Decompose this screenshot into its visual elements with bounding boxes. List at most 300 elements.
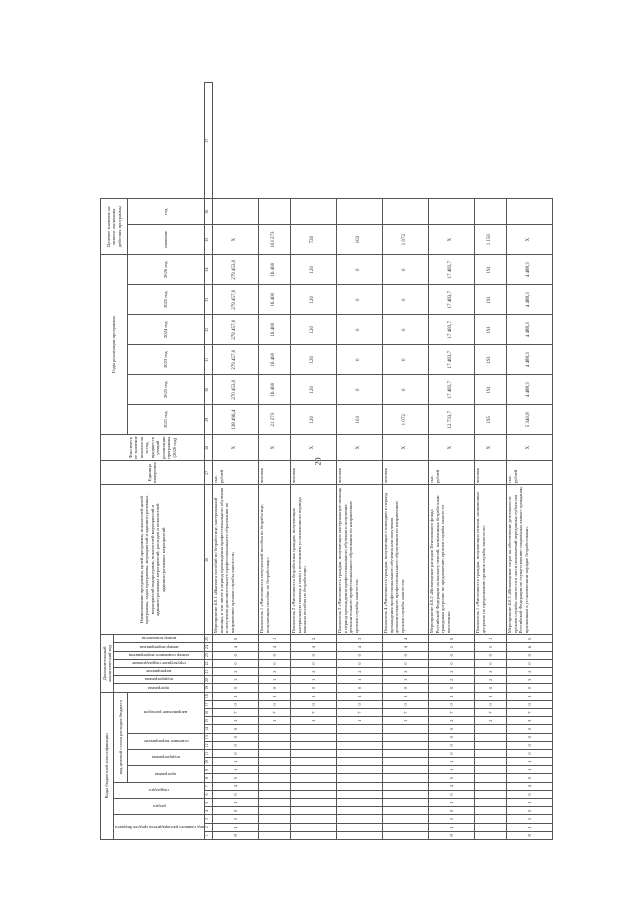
code-cell: 1 [212,799,258,807]
year-value-cell: 0 [382,315,428,345]
code-cell: 7 [382,709,428,717]
code-cell: 0 [382,700,428,708]
code-cell: 1 [506,692,552,700]
code-cell [258,807,290,815]
code-cell: 0 [336,700,382,708]
code-cell: 2 [474,717,506,725]
vertical-label: подпрограмма [151,755,180,761]
unit-cell: человек [336,461,382,485]
column-number-cell: 11 [204,749,212,757]
year-value-cell: 0 [336,255,382,285]
code-cell: 7 [258,709,290,717]
code-cell: 4 [258,643,290,651]
year-value-cell: 191 [474,345,506,375]
vertical-label: подраздел [149,788,169,794]
code-cell: 0 [290,700,336,708]
code-cell: 2 [428,668,474,676]
code-cell: 0 [506,774,552,782]
code-cell: 8 [428,831,474,839]
years-group-header: Годы реализации программы [101,255,128,435]
code-cell: 0 [474,651,506,659]
csr-main-activity-header [128,733,205,749]
code-cell [258,782,290,790]
year-value-cell: 103 [336,405,382,435]
document-sheet [100,82,532,840]
year-header: 2022 год [128,375,205,405]
code-cell: 1 [290,676,336,684]
fact-value-cell: X [428,435,474,461]
code-cell [290,749,336,757]
code-cell: 1 [382,692,428,700]
year-value-cell: 4 488,3 [506,375,552,405]
code-cell [474,815,506,823]
column-number-cell: 29 [204,405,212,435]
year-header: 2021 год [128,405,205,435]
code-cell [290,741,336,749]
code-cell: 7 [474,709,506,717]
table-row [212,83,258,840]
code-cell: 2 [212,668,258,676]
csr-direction-header [128,692,205,733]
goal-value-cell: X [506,225,552,255]
year-value-cell: 0 [336,315,382,345]
code-cell [258,733,290,741]
column-number-cell: 25 [204,635,212,643]
code-cell: 0 [290,659,336,667]
column-number-cell: 8 [204,774,212,782]
code-cell [336,758,382,766]
row-name-cell: Показатель 4 «Численность граждан, получающих стипендию в период прохождения профессионального обучения или получения дополнительного профессионального образования по направлению органов службы занятости» [382,485,428,635]
code-cell [290,799,336,807]
column-number-cell: 7 [204,782,212,790]
code-cell [474,774,506,782]
code-cell: 1 [428,823,474,831]
code-cell: 1 [474,692,506,700]
code-cell: 0 [428,733,474,741]
code-cell [336,815,382,823]
unit-cell: тыс. рублей [212,461,258,485]
column-number-cell: 36 [204,199,212,225]
year-value-cell: 191 [474,255,506,285]
code-cell [474,823,506,831]
table-header [101,83,213,840]
code-cell: 0 [474,659,506,667]
column-number-cell: 22 [204,659,212,667]
code-cell: 1 [212,758,258,766]
code-cell: 1 [258,635,290,643]
column-number-cell: 12 [204,741,212,749]
code-cell: 0 [506,725,552,733]
code-cell [258,831,290,839]
code-cell: 0 [212,651,258,659]
code-cell [290,782,336,790]
code-cell [336,790,382,798]
fact-value-cell: X [258,435,290,461]
code-cell: 4 [212,643,258,651]
code-cell: 1 [506,758,552,766]
kbk-group-header: Коды бюджетной классификации [101,692,114,839]
code-cell: 1 [212,676,258,684]
table-row [474,83,506,840]
column-number-cell: 24 [204,643,212,651]
year-value-cell: 5 340,8 [506,405,552,435]
column-number-cell: 34 [204,255,212,285]
unit-cell: человек [474,461,506,485]
year-header: 2023 год [128,345,205,375]
code-cell: 0 [474,700,506,708]
rotated-table-wrapper [100,82,532,840]
kbk-section-header [114,799,205,815]
code-cell: 0 [428,741,474,749]
unit-cell: тыс. рублей [506,461,552,485]
column-number-cell: 4 [204,807,212,815]
year-value-cell: 16 400 [258,345,290,375]
column-number-cell: 9 [204,766,212,774]
column-number-cell: 32 [204,315,212,345]
code-cell: 0 [506,635,552,643]
code-cell: 0 [428,790,474,798]
goal-value-cell: X [428,225,474,255]
code-cell [258,741,290,749]
code-cell [258,766,290,774]
year-value-cell: 279 453,0 [212,255,258,285]
goal-value-cell: 1 150 [474,225,506,255]
dop-code-header [114,676,205,684]
year-value-cell: 17 483,7 [428,315,474,345]
code-cell: 2 [336,668,382,676]
code-cell [290,815,336,823]
code-cell: 2 [474,676,506,684]
goal-year-cell [474,199,506,225]
code-cell: 2 [474,668,506,676]
year-header: 2024 год [128,315,205,345]
year-value-cell: 12 733,7 [428,405,474,435]
code-cell: 0 [212,700,258,708]
code-cell [382,733,428,741]
program-table [100,82,553,840]
goal-year-cell [290,199,336,225]
year-value-cell: 4 488,3 [506,285,552,315]
code-cell [382,741,428,749]
code-cell: 2 [428,717,474,725]
unit-cell: человек [382,461,428,485]
year-value-cell: 0 [382,375,428,405]
code-cell [258,725,290,733]
code-cell [382,823,428,831]
code-cell: 1 [212,766,258,774]
code-cell: 0 [506,659,552,667]
code-cell [382,815,428,823]
row-name-cell: Показатель 1 «Численность получателей пособия по безработице, получающих пособие по безработице» [258,485,290,635]
goal-value-cell: 1 072 [382,225,428,255]
column-number-cell: 28 [204,435,212,461]
column-number-cell: 15 [204,717,212,725]
year-value-cell: 17 483,7 [428,285,474,315]
fact-value-cell: X [290,435,336,461]
code-cell: 0 [474,684,506,692]
code-cell: 1 [258,676,290,684]
code-cell: 2 [506,668,552,676]
column-number-cell: 21 [204,668,212,676]
code-cell [290,831,336,839]
code-cell [290,774,336,782]
dop-code-header [114,635,205,643]
code-cell: 4 [382,643,428,651]
code-cell: 0 [212,741,258,749]
column-number-cell: 26 [204,485,212,635]
code-cell [474,782,506,790]
code-cell: 0 [212,725,258,733]
code-cell [336,782,382,790]
column-number-cell: 17 [204,700,212,708]
code-cell: 0 [212,790,258,798]
code-cell: 0 [212,749,258,757]
code-cell: 0 [428,651,474,659]
code-cell: 0 [382,659,428,667]
row-name-cell: Показатель 3 «Численность граждан, получающих материальную помощь в период прохождения профессионального обучения и получения дополнительного профессионального образования по направлению органов службы занятости» [336,485,382,635]
code-cell: 2 [382,668,428,676]
code-cell: 0 [290,684,336,692]
table-row [382,83,428,840]
column-number-cell: 30 [204,375,212,405]
column-number-cell: 14 [204,725,212,733]
column-number-cell: 2 [204,823,212,831]
year-value-cell: 138 496,4 [212,405,258,435]
table-body [212,83,552,840]
fact-value-cell: X [336,435,382,461]
code-cell: 5 [212,815,258,823]
row-name-cell: Мероприятие 4.0.3 «Возмещение затрат на обеспечение деятельности органов службы занятости в части полномочий переданных субъектам Российской Федерации по осуществлению социальных выплат гражданам, признанным в установленном порядке безработными» [506,485,552,635]
code-cell: 3 [336,635,382,643]
year-value-cell: 279 457,0 [212,345,258,375]
table-row [258,83,290,840]
code-cell: 5 [474,643,506,651]
year-value-cell: 16 400 [258,315,290,345]
year-value-cell: 1 072 [382,405,428,435]
code-cell: 0 [382,651,428,659]
column-number-cell: 23 [204,651,212,659]
code-cell: 1 [258,717,290,725]
code-cell: 8 [506,831,552,839]
code-cell: 1 [382,676,428,684]
code-cell [382,831,428,839]
code-cell: 0 [212,635,258,643]
column-number-cell: 33 [204,285,212,315]
code-cell: 4 [382,635,428,643]
code-cell: 0 [506,684,552,692]
code-cell: 1 [336,717,382,725]
code-cell: 7 [336,709,382,717]
code-cell: 0 [428,749,474,757]
code-cell [382,725,428,733]
column-number-cell: 6 [204,790,212,798]
fact-value-cell: X [506,435,552,461]
code-cell: 0 [258,700,290,708]
code-cell: 1 [506,799,552,807]
code-cell [474,831,506,839]
code-cell: 0 [336,651,382,659]
year-value-cell: 120 [290,315,336,345]
goal-year-cell [336,199,382,225]
code-cell: 5 [428,643,474,651]
column-number-cell: 16 [204,709,212,717]
goal-value-cell: 103 [336,225,382,255]
code-cell: 1 [336,692,382,700]
code-cell: 0 [428,774,474,782]
code-cell: 0 [428,659,474,667]
row-name-cell: Мероприятие 4.0.1 «Выплата пособий по безработице, материальной помощи, в том числе в период прохождения профессионального обучения и получения дополнительного профессионального образования по направлению органов службы занятости» [212,485,258,635]
code-cell [290,758,336,766]
code-cell: 3 [506,676,552,684]
unit-cell: человек [290,461,336,485]
column-number-cell: 18 [204,692,212,700]
column-number-cell: 13 [204,733,212,741]
code-cell [290,807,336,815]
code-cell [382,774,428,782]
fact-value-cell: X [212,435,258,461]
row-name-cell: Мероприятие 4.0.2 «Возмещение расходов Пенсионного фонда Российской Федерации на выплату пенсий, назначенных безработным гражданам досрочно по предложению органов службы занятости населения» [428,485,474,635]
code-cell [382,782,428,790]
code-cell: 7 [506,709,552,717]
code-cell: 4 [506,782,552,790]
header-row [101,83,114,840]
kbk-subsection-header [114,782,205,798]
code-cell: 6 [506,643,552,651]
code-cell: 2 [290,668,336,676]
code-cell [336,807,382,815]
code-cell: 0 [336,659,382,667]
vertical-label: раздел [152,804,166,810]
code-cell [258,790,290,798]
dop-code-header [114,659,205,667]
code-cell: 1 [428,758,474,766]
year-value-cell: 0 [336,285,382,315]
code-cell: 1 [212,717,258,725]
code-cell: 7 [290,709,336,717]
goal-year-cell [506,199,552,225]
table-row [290,83,336,840]
code-cell [336,749,382,757]
code-cell: 0 [258,684,290,692]
code-cell: 1 [382,717,428,725]
code-cell [290,725,336,733]
goal-year-cell [258,199,290,225]
column-number-cell: 19 [204,684,212,692]
code-cell [336,774,382,782]
code-cell: 1 [212,692,258,700]
year-value-cell: 0 [336,345,382,375]
column-number-cell: 37 [204,83,212,199]
code-cell: 7 [428,709,474,717]
vertical-label: номер показателя [141,636,177,642]
code-cell [258,799,290,807]
year-value-cell: 0 [336,375,382,405]
year-value-cell: 120 [290,375,336,405]
code-cell: 1 [290,717,336,725]
code-cell: 0 [212,659,258,667]
code-cell [336,831,382,839]
code-cell [474,758,506,766]
code-cell: 0 [428,807,474,815]
page-number: 20 [313,457,323,466]
code-cell: 0 [428,684,474,692]
code-cell [336,733,382,741]
year-value-cell: 16 400 [258,255,290,285]
row-name-cell: Показатель 1 «Численность граждан, получающих пенсии, назначенные досрочно по предложению органов службы занятости» [474,485,506,635]
year-value-cell: 0 [382,285,428,315]
code-cell: 0 [428,635,474,643]
code-cell: 1 [212,823,258,831]
code-cell: 0 [212,774,258,782]
year-value-cell: 191 [474,315,506,345]
code-cell: 0 [506,790,552,798]
vertical-label: номер основного мероприятия [129,652,189,658]
code-cell: 0 [506,700,552,708]
column-number-cell: 31 [204,345,212,375]
code-cell: 2 [258,668,290,676]
column-number-cell: 3 [204,815,212,823]
name-column-header: Наименование программы, целей программы, показателей целей программы, задач программы, мероприятий и административных мероприятий подпрограмм, показателей мероприятий и административных мероприятий, расходов и показателей административных мероприятий [101,485,205,635]
code-cell: 1 [506,766,552,774]
column-number-cell: 35 [204,225,212,255]
code-cell [382,758,428,766]
goal-value-cell: X [212,225,258,255]
vertical-label: подпрограмма [144,677,173,683]
dop-code-header [114,651,205,659]
csr-subprogram-header [128,749,205,765]
code-cell [290,733,336,741]
code-cell: 0 [258,651,290,659]
code-cell [474,790,506,798]
code-cell: 0 [506,741,552,749]
year-value-cell: 191 [474,375,506,405]
code-cell: 2 [428,676,474,684]
code-cell [382,766,428,774]
year-value-cell: 195 [474,405,506,435]
goal-year-cell [428,199,474,225]
code-cell: 1 [290,692,336,700]
code-cell [336,799,382,807]
unit-column-header: Единица измерения [101,461,205,485]
code-cell: 0 [212,684,258,692]
code-cell: 4 [336,643,382,651]
code-cell: 1 [506,823,552,831]
code-cell: 1 [336,676,382,684]
dop-code-header [114,684,205,692]
unit-cell: тыс. рублей [428,461,474,485]
code-cell: 0 [212,733,258,741]
year-value-cell: 16 400 [258,285,290,315]
year-value-cell: 16 400 [258,375,290,405]
code-cell: 0 [506,807,552,815]
code-cell: 0 [506,749,552,757]
year-header: 2025 год [128,285,205,315]
goal-year-header: год [128,199,205,225]
code-cell [474,725,506,733]
year-value-cell: 17 483,7 [428,375,474,405]
year-value-cell: 191 [474,285,506,315]
vertical-label: мероприятие [146,669,172,675]
year-value-cell: 4 488,3 [506,345,552,375]
year-value-cell: 17 483,7 [428,345,474,375]
kbk-csr-group-header: код целевой статьи расходов бюджета [114,692,128,782]
table-row [506,83,552,840]
fact-value-cell: X [382,435,428,461]
goal-group-header: Целевое значение на момент окончания действия программы [101,199,128,255]
code-cell [258,774,290,782]
year-header: 2026 год [128,255,205,285]
code-cell [290,790,336,798]
